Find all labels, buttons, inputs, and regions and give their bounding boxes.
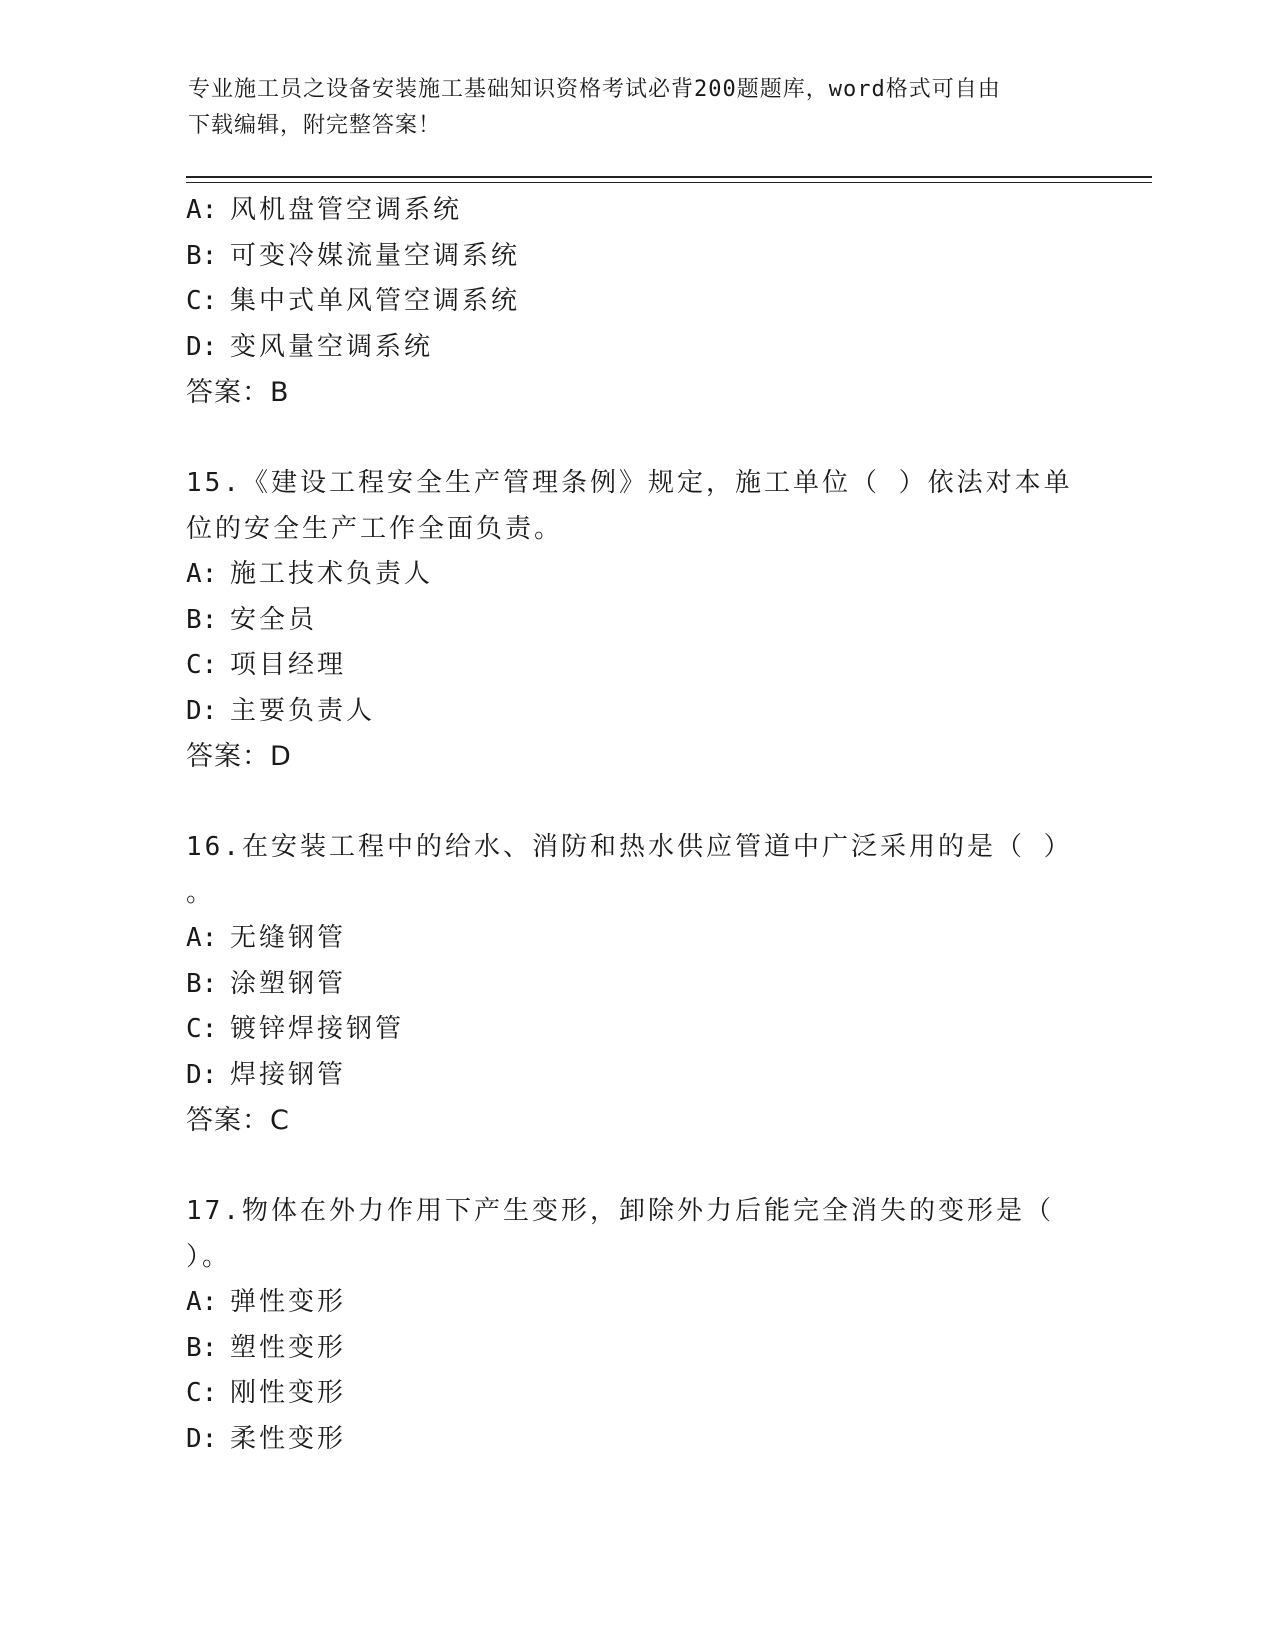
option-letter: A:	[186, 195, 218, 225]
option-text: 焊接钢管	[230, 1059, 347, 1090]
option-a	[186, 188, 1086, 234]
question-stem-line-2: 位的安全生产工作全面负责。	[186, 513, 564, 544]
question-16	[186, 825, 1086, 1144]
option-letter: B:	[186, 968, 218, 999]
answer-line: 答案：D	[186, 741, 292, 772]
header-divider-thin	[186, 182, 1152, 183]
option-letter: A:	[186, 923, 218, 953]
option-letter: D:	[186, 695, 218, 726]
option-letter: B:	[186, 604, 218, 635]
option-d	[186, 689, 1086, 735]
option-text: 塑性变形	[230, 1332, 347, 1363]
option-text: 主要负责人	[230, 695, 376, 726]
option-a	[186, 916, 1086, 962]
option-letter: C:	[186, 286, 218, 316]
option-text: 弹性变形	[230, 1287, 347, 1317]
option-text: 涂塑钢管	[230, 968, 347, 999]
question-list	[186, 188, 1086, 1462]
question-stem-line-2: 。	[186, 877, 216, 908]
option-letter: A:	[186, 559, 218, 589]
option-text: 变风量空调系统	[230, 331, 434, 362]
option-b	[186, 598, 1086, 644]
option-text: 镀锌焊接钢管	[230, 1014, 405, 1044]
option-letter: D:	[186, 1059, 218, 1090]
document-header	[188, 72, 1068, 144]
option-c	[186, 279, 1086, 325]
option-d	[186, 325, 1086, 371]
option-c	[186, 1007, 1086, 1053]
option-b	[186, 1326, 1086, 1372]
option-text: 柔性变形	[230, 1423, 347, 1454]
option-text: 施工技术负责人	[230, 559, 434, 589]
header-divider-thick	[186, 176, 1152, 178]
option-a	[186, 1280, 1086, 1326]
header-line-1: 专业施工员之设备安装施工基础知识资格考试必背200题题库，word格式可自由	[188, 77, 1001, 102]
option-text: 无缝钢管	[230, 923, 347, 953]
question-14-fragment	[186, 188, 1086, 416]
option-text: 刚性变形	[230, 1378, 347, 1408]
option-letter: D:	[186, 1423, 218, 1454]
option-text: 可变冷媒流量空调系统	[230, 240, 521, 271]
option-text: 项目经理	[230, 650, 347, 680]
spacer	[186, 416, 1086, 462]
question-stem-line-2: ）。	[186, 1241, 232, 1272]
question-stem-line-1: 15.《建设工程安全生产管理条例》规定，施工单位（ ）依法对本单	[186, 468, 1073, 498]
spacer	[186, 1144, 1086, 1190]
header-line-2: 下载编辑，附完整答案！	[188, 113, 442, 138]
option-letter: C:	[186, 1378, 218, 1408]
question-stem-line-1: 17.物体在外力作用下产生变形，卸除外力后能完全消失的变形是（	[186, 1196, 1054, 1226]
option-d	[186, 1417, 1086, 1463]
option-letter: B:	[186, 240, 218, 271]
question-17	[186, 1189, 1086, 1462]
option-text: 集中式单风管空调系统	[230, 286, 521, 316]
option-letter: C:	[186, 1014, 218, 1044]
option-letter: B:	[186, 1332, 218, 1363]
question-15	[186, 461, 1086, 780]
option-text: 安全员	[230, 604, 318, 635]
option-b	[186, 962, 1086, 1008]
option-letter: D:	[186, 331, 218, 362]
answer-line: 答案：C	[186, 1105, 290, 1136]
option-d	[186, 1053, 1086, 1099]
option-letter: A:	[186, 1287, 218, 1317]
option-c	[186, 1371, 1086, 1417]
option-text: 风机盘管空调系统	[230, 195, 463, 225]
answer-line: 答案：B	[186, 377, 290, 408]
spacer	[186, 780, 1086, 826]
option-b	[186, 234, 1086, 280]
question-stem-line-1: 16.在安装工程中的给水、消防和热水供应管道中广泛采用的是（ ）	[186, 832, 1073, 862]
option-c	[186, 643, 1086, 689]
option-letter: C:	[186, 650, 218, 680]
option-a	[186, 552, 1086, 598]
